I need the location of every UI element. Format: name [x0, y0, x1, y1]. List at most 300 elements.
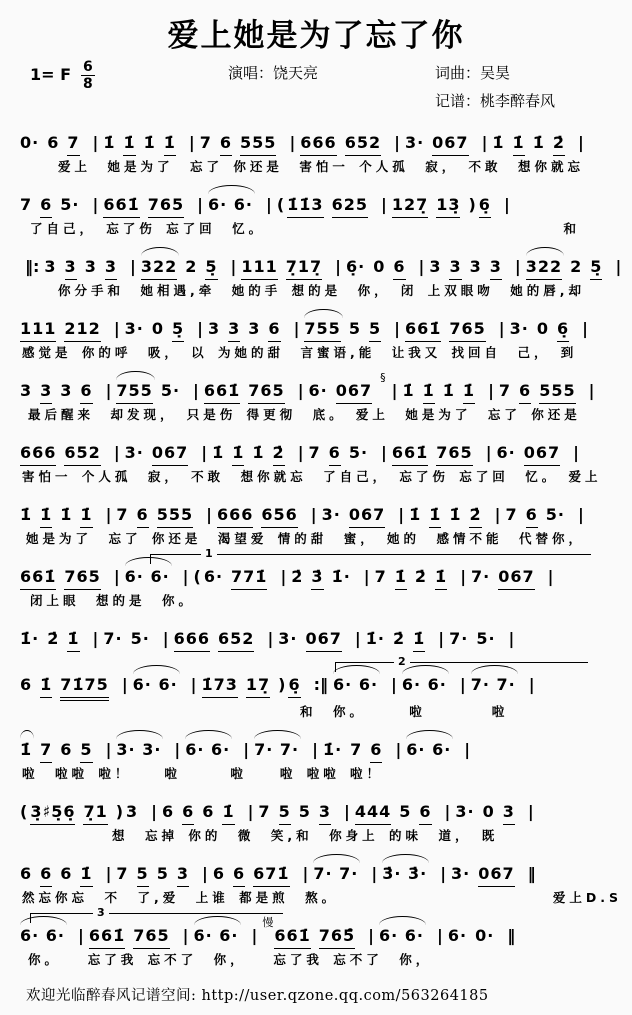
note-token: 1̇: [492, 133, 505, 152]
score-line: [0, 725, 632, 782]
note-token: 1̇: [442, 381, 455, 400]
barline: |: [297, 381, 304, 400]
note-token: 1̇: [423, 380, 435, 404]
note-token: 765: [449, 318, 485, 342]
volta-number: 3: [93, 907, 109, 918]
volta-number: 1: [201, 548, 217, 559]
barline: |: [121, 675, 128, 694]
note-token: 1̇·: [322, 740, 343, 759]
note-token: 7: [258, 802, 271, 821]
barline: |: [105, 864, 112, 883]
note-token: 3: [126, 802, 139, 821]
note-token: 1̇: [143, 133, 156, 152]
notation-row: [0, 132, 632, 156]
note-token: 6̣: [288, 674, 300, 698]
score-line: [0, 490, 632, 547]
credit-singer: 演唱：饶天亮: [228, 64, 319, 82]
note-token: 3: [469, 257, 482, 276]
note-token: 2̇: [414, 567, 428, 586]
barline: |: [92, 133, 99, 152]
song-title: 爱上她是为了忘了你: [167, 18, 465, 54]
note-token: 067: [478, 863, 514, 887]
note-token: 5·: [160, 381, 181, 400]
barline: |: [174, 740, 181, 759]
barline: |: [577, 505, 584, 524]
note-token: 2: [185, 257, 198, 276]
barline: |: [481, 133, 488, 152]
note-token: 3: [177, 863, 189, 887]
score-line: [0, 614, 632, 652]
note-token: 6· 6·: [208, 195, 253, 214]
note-token: 5: [156, 864, 169, 883]
notation-row: [0, 801, 632, 825]
time-signature: [81, 60, 95, 91]
lyrics-row: [0, 158, 632, 175]
note-token: 7· 7·: [313, 864, 359, 883]
note-token: 3·: [509, 319, 529, 338]
note-token: 6· 6·: [124, 567, 170, 586]
note-token: 652: [64, 442, 100, 466]
notation-row: [0, 566, 632, 590]
note-token: 555: [157, 504, 193, 528]
notation-row: [0, 504, 632, 528]
note-token: 6· 6·: [20, 926, 65, 945]
note-token: 5·: [130, 629, 150, 648]
note-token: 1̇: [402, 381, 415, 400]
note-token: 6: [220, 132, 232, 156]
note-token: 765: [64, 566, 100, 590]
volta-bracket: [150, 547, 591, 564]
key-signature: [30, 60, 95, 91]
note-token: 6· 6·: [379, 926, 424, 945]
barline: |: [280, 567, 287, 586]
barline: |: [151, 802, 158, 821]
barline: |: [354, 629, 361, 648]
lyrics-row: [0, 344, 632, 361]
note-token: 3̣♯5̣6̣: [30, 801, 75, 825]
lyrics-text: 闭上眼 想的是 你。: [30, 593, 196, 608]
barline: |: [460, 567, 467, 586]
note-token: 7: [199, 133, 212, 152]
note-token: ): [468, 195, 477, 214]
note-token: 3: [60, 381, 73, 400]
note-token: 661̇: [103, 194, 139, 218]
note-token: 5: [369, 318, 381, 342]
note-token: 1̇: [435, 566, 447, 590]
barline: |: [498, 319, 505, 338]
note-token: 067: [152, 442, 188, 466]
note-token: 5̣: [172, 318, 184, 342]
lyrics-text: 你分手和 她相遇,牵 她的手 想的是 你， 闭 上双眼吻 她的唇,却: [58, 283, 585, 298]
note-token: 6: [40, 863, 52, 887]
note-token: 1̇: [449, 505, 462, 524]
notation-row: [0, 916, 632, 949]
notation-row: [0, 628, 632, 652]
note-token: 6: [137, 504, 149, 528]
score-line: [0, 118, 632, 175]
note-token: 6: [47, 133, 60, 152]
barline: ‖: [527, 864, 536, 883]
barline: |: [267, 629, 274, 648]
notation-row: [0, 739, 632, 763]
barline: |: [289, 133, 296, 152]
note-token: 3: [208, 319, 221, 338]
barline: |: [573, 443, 579, 462]
note-token: 444: [355, 801, 391, 825]
note-token: 5̣: [205, 256, 217, 280]
barline: |: [182, 567, 189, 586]
barline: |: [438, 629, 445, 648]
note-token: 2̇: [392, 629, 406, 648]
annotation-mark: §: [380, 371, 386, 384]
key-label: 1= F: [30, 65, 72, 84]
barline: |: [92, 629, 99, 648]
lyrics-text: 感觉是 你的呼 吸， 以 为她的甜 言蜜语,能 让我又 找回自 己， 到: [22, 345, 578, 360]
note-token: 6: [20, 864, 33, 883]
note-token: 5̣: [590, 256, 602, 280]
barline: |: [444, 802, 451, 821]
note-token: 666: [300, 132, 336, 156]
score: [0, 118, 632, 968]
note-token: 127̣: [392, 194, 428, 218]
notation-row: [0, 674, 632, 701]
note-token: 765̑: [319, 925, 355, 949]
note-token: 765: [148, 194, 184, 218]
notation-row: [0, 256, 632, 280]
barline: |: [105, 381, 112, 400]
barline: |: [485, 443, 492, 462]
barline: |: [182, 926, 189, 945]
note-token: 3·: [124, 443, 144, 462]
note-token: 6: [370, 739, 382, 763]
note-token: 6· 6·: [132, 675, 178, 694]
note-token: 322: [526, 256, 562, 280]
barline: |: [380, 195, 387, 214]
note-token: 6: [212, 864, 225, 883]
note-token: 2̇: [273, 442, 285, 466]
note-token: 3· 3·: [116, 740, 162, 759]
note-token: 625: [332, 194, 368, 218]
barline: |: [310, 505, 317, 524]
volta-number: 2: [394, 656, 410, 667]
note-token: 765: [248, 380, 284, 404]
note-token: 3: [65, 256, 77, 280]
note-token: 6· 6·: [333, 675, 379, 694]
note-token: 1̇·: [331, 567, 351, 586]
volta-bracket: [30, 906, 283, 923]
note-token: 1̇: [413, 628, 425, 652]
note-token: 7·: [103, 629, 123, 648]
barline: |: [162, 629, 169, 648]
note-token: 6: [40, 194, 52, 218]
note-token: 1̇·: [365, 629, 385, 648]
note-token: 5·: [348, 443, 369, 462]
barline: |: [394, 319, 400, 338]
lyrics-right-mark: 爱上D.S: [552, 890, 622, 905]
barline: |: [588, 381, 595, 400]
barline: |: [188, 133, 195, 152]
score-line: [0, 366, 632, 423]
note-token: 067: [432, 132, 468, 156]
barline: |: [197, 195, 203, 214]
note-token: 1̇: [232, 442, 244, 466]
score-line: [0, 242, 632, 299]
note-token: 0: [482, 802, 495, 821]
note-token: 13̣: [436, 194, 460, 218]
note-token: 6̣: [479, 194, 491, 218]
note-token: 7· 7·: [470, 675, 516, 694]
note-token: 111: [20, 318, 56, 342]
note-token: 067: [306, 628, 342, 652]
notation-row: [0, 318, 632, 342]
barline: |: [371, 864, 378, 883]
note-token: 1̇·: [20, 629, 40, 648]
barline: |: [437, 926, 443, 945]
barline: ‖: [507, 926, 516, 945]
note-token: 7̣1: [83, 801, 107, 825]
note-token: 0: [373, 257, 386, 276]
note-token: 6: [80, 380, 92, 404]
note-token: (: [276, 195, 286, 214]
barline: |: [394, 133, 400, 152]
barline: |: [363, 567, 370, 586]
barline: |: [615, 257, 622, 276]
lyrics-row: [0, 468, 632, 485]
note-token: 322: [141, 256, 177, 280]
note-token: 1̇: [409, 505, 422, 524]
note-token: 3: [449, 256, 461, 280]
note-token: 6: [162, 802, 175, 821]
note-token: 0·: [20, 133, 40, 152]
note-token: 17̣: [246, 674, 270, 698]
note-token: (: [20, 802, 29, 821]
score-line: [0, 180, 632, 237]
note-token: 0: [536, 319, 549, 338]
note-token: 1̇: [222, 801, 234, 825]
note-token: 5: [137, 863, 149, 887]
note-token: 3·: [451, 864, 471, 883]
barline: :‖: [313, 675, 329, 694]
note-token: 1̇73: [202, 674, 238, 698]
note-token: 3: [84, 257, 97, 276]
lyrics-text: 害怕一 个人孤 寂， 不敢 想你就忘 了自己， 忘了伤 忘了回 忆。 爱上: [22, 469, 602, 484]
note-token: 755: [304, 318, 340, 342]
score-line: [0, 849, 632, 906]
barline: |: [129, 257, 136, 276]
note-token: 3·: [278, 629, 298, 648]
note-token: (: [193, 567, 202, 586]
lyrics-row: [0, 765, 632, 782]
note-token: 3·: [124, 319, 144, 338]
note-token: 555: [240, 132, 276, 156]
lyrics-text: 了自己， 忘了伤 忘了回 忆。: [30, 221, 266, 236]
barline: |: [391, 675, 397, 694]
note-token: 661̇: [405, 318, 441, 342]
note-token: 1̇: [103, 133, 116, 152]
barline: |: [113, 319, 120, 338]
note-token: 2̇: [47, 629, 60, 648]
lyrics-row: [0, 282, 632, 299]
note-token: 067: [524, 442, 560, 466]
barline: |: [494, 505, 501, 524]
lyrics-text: 最后醒来 却发现， 只是伤 得更彻 底。 爱上 她是为了 忘了 你还是: [28, 407, 581, 422]
notation-row: [0, 863, 632, 887]
note-token: 7·: [449, 629, 469, 648]
note-token: 1̇: [252, 443, 265, 462]
barline: |: [343, 802, 350, 821]
note-token: 6· 6·: [401, 675, 447, 694]
note-token: 3: [44, 257, 57, 276]
note-token: 3̇· 3̇·: [382, 864, 428, 883]
note-token: 652: [218, 628, 254, 652]
note-token: 1̇: [123, 132, 135, 156]
barline: |: [488, 381, 494, 400]
note-token: 7: [505, 505, 518, 524]
note-token: 6·: [308, 381, 328, 400]
lyrics-row: [0, 220, 632, 237]
note-token: 1̇: [80, 863, 92, 887]
barline: |: [247, 802, 254, 821]
note-token: ): [115, 802, 125, 821]
note-token: 1̇: [513, 132, 525, 156]
barline: |: [206, 505, 212, 524]
notation-row: [0, 442, 632, 466]
barline: |: [201, 864, 208, 883]
note-token: 671̇: [253, 863, 289, 887]
note-token: 3̇: [311, 566, 323, 590]
note-token: 2̇: [469, 504, 481, 528]
score-line: [0, 428, 632, 485]
note-token: 765: [436, 442, 472, 466]
note-token: 2̇: [553, 132, 565, 156]
note-token: 6· 6·: [193, 926, 239, 945]
barline: |: [381, 443, 387, 462]
barline: ‖:: [25, 257, 40, 276]
barline: |: [193, 381, 199, 400]
score-line: [0, 787, 632, 844]
note-token: 6: [60, 864, 73, 883]
note-token: 6: [233, 863, 245, 887]
barline: |: [582, 319, 588, 338]
credit-composer: 词曲：吴昊: [435, 64, 511, 82]
lyrics-row: [0, 530, 632, 547]
note-token: 1̇: [429, 504, 441, 528]
note-token: 1̇: [40, 674, 52, 698]
note-token: 765: [133, 925, 169, 949]
barline: |: [464, 740, 471, 759]
barline: |: [440, 864, 447, 883]
note-token: 6· 6·: [406, 740, 452, 759]
time-signature-bottom: 8: [83, 76, 93, 92]
credit-notator: 记谱：桃李醉春风: [435, 92, 556, 110]
footer-note: 欢迎光临醉春风记谱空间: http://user.qzone.qq.com/563264185: [26, 988, 489, 1004]
note-token: 7: [116, 864, 129, 883]
barline: |: [105, 505, 112, 524]
note-token: 6̣·: [346, 257, 366, 276]
note-token: 1̇: [164, 132, 176, 156]
note-token: 3: [20, 381, 33, 400]
barline: |: [293, 319, 300, 338]
notation-row: [0, 371, 632, 404]
note-token: 6·: [496, 443, 516, 462]
lyrics-text: 然忘你忘 不 了,爱 上谁 都是煎 熬。: [22, 890, 339, 905]
lyrics-text: 她是为了 忘了 你还是 渴望爱 情的甜 蜜， 她的 感情不能 代替你，: [26, 531, 585, 546]
barline: |: [503, 195, 510, 214]
note-token: 5·: [476, 629, 496, 648]
barline: |: [201, 443, 208, 462]
score-line: [0, 304, 632, 361]
note-token: 5·: [545, 505, 565, 524]
barline: |: [418, 257, 425, 276]
note-token: 3: [503, 801, 515, 825]
note-token: 6·: [447, 926, 468, 945]
note-token: 6: [393, 256, 405, 280]
lyrics-text: 想 忘掉 你的 微 笑,和 你身上 的味 道， 既: [112, 828, 499, 843]
note-token: 3: [105, 256, 117, 280]
note-token: 2̇: [291, 567, 304, 586]
note-token: 3: [319, 801, 331, 825]
note-token: 3·: [321, 505, 341, 524]
note-token: 6: [519, 380, 531, 404]
note-token: 1̇1̇3: [287, 194, 323, 218]
note-token: 771̇: [231, 566, 267, 590]
note-token: 6: [268, 318, 280, 342]
note-token: ): [278, 675, 287, 694]
note-token: 0: [151, 319, 165, 338]
barline: |: [395, 740, 402, 759]
barline: |: [577, 133, 584, 152]
score-line: [0, 906, 632, 968]
barline: |: [197, 319, 203, 338]
note-token: 1̇: [20, 740, 33, 759]
barline: |: [92, 195, 99, 214]
note-token: 7: [350, 740, 363, 759]
note-token: 6: [182, 801, 194, 825]
barline: |: [297, 443, 304, 462]
note-token: 212: [64, 318, 100, 342]
note-token: 6: [329, 442, 341, 466]
note-token: 7· 7·: [254, 740, 300, 759]
note-token: 555: [539, 380, 575, 404]
barline: |: [230, 257, 237, 276]
note-token: 3: [490, 256, 502, 280]
note-token: 1̇: [60, 505, 73, 524]
score-line: [0, 547, 632, 609]
note-token: 7: [116, 505, 129, 524]
note-token: 7̣17̣: [286, 256, 322, 280]
note-token: 1̇: [67, 628, 79, 652]
note-token: 7: [308, 443, 321, 462]
note-token: 661̇: [274, 925, 310, 949]
barline: |: [398, 505, 405, 524]
note-token: 3: [429, 257, 442, 276]
lyrics-text: 爱上 她是为了 忘了 你还是 害怕一 个人孤 寂， 不敢 想你就忘: [58, 159, 584, 174]
barline: |: [312, 740, 318, 759]
note-token: 666: [174, 628, 210, 652]
lyrics-right-mark: 和: [563, 221, 580, 236]
note-token: 71̇75: [60, 674, 109, 701]
note-token: 1̇: [40, 504, 52, 528]
note-token: 6·: [203, 567, 224, 586]
note-token: 3: [40, 380, 52, 404]
lyrics-text: 和 你。 啦 啦: [300, 704, 509, 719]
note-token: 6: [526, 504, 538, 528]
barline: |: [508, 629, 515, 648]
note-token: 7: [40, 739, 52, 763]
score-line: [0, 655, 632, 720]
lyrics-row: [0, 703, 632, 720]
note-token: 1̇: [212, 443, 225, 462]
